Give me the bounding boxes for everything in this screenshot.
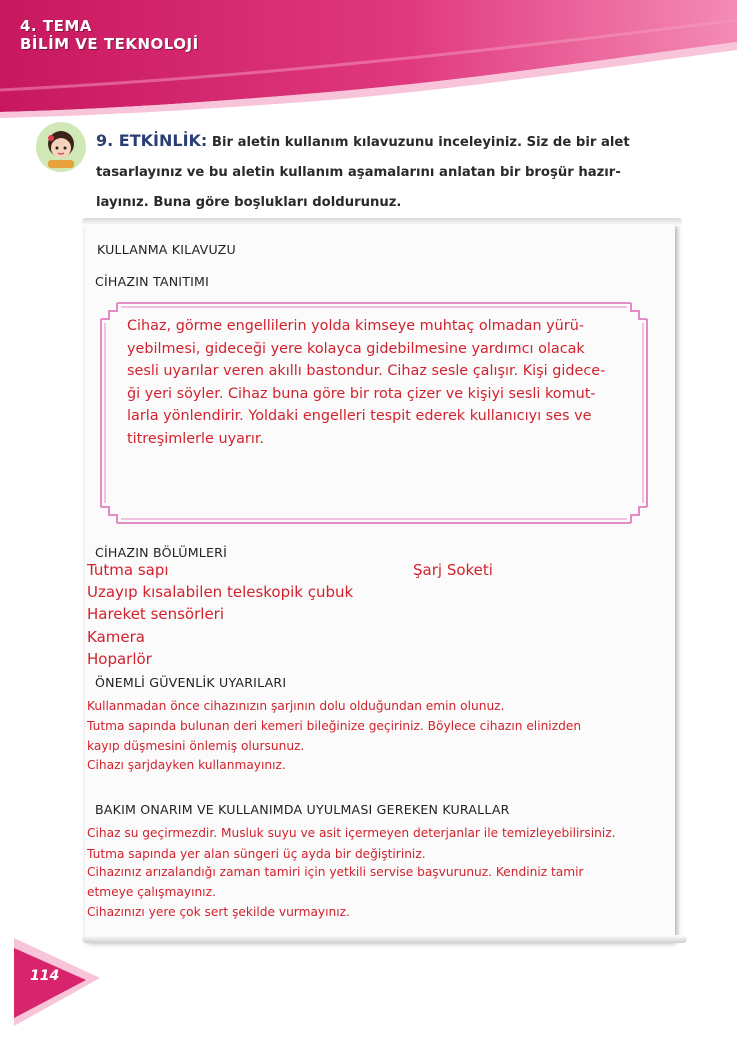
description-line: sesli uyarılar veren akıllı bastondur. Cihaz sesle çalışır. Kişi gidece- [127,363,606,380]
activity-label: 9. ETKİNLİK: [96,131,208,150]
maintenance-line: etmeye çalışmayınız. [87,885,216,899]
description-line: ği yeri söyler. Cihaz buna göre bir rota çizer ve kişiyi sesli komut- [127,385,596,402]
unit-title: BİLİM VE TEKNOLOJİ [20,35,199,53]
part-item: Hoparlör [87,650,152,668]
part-item: Uzayıp kısalabilen teleskopik çubuk [87,583,354,601]
paper-top-curl [82,218,682,226]
maintenance-line: Tutma sapında yer alan süngeri üç ayda bir değiştiriniz. [87,847,426,861]
maintenance-line: Cihazınız arızalandığı zaman tamiri için yetkili servise başvurunuz. Kendiniz tamir [87,865,584,879]
instruction-line-1: Bir aletin kullanım kılavuzunu inceleyiniz. Siz de bir alet [211,135,630,150]
activity-instruction [96,126,676,218]
maintenance-line: Cihaz su geçirmezdir. Musluk suyu ve asit içermeyen deterjanlar ile temizleyebilirsiniz. [87,826,616,840]
device-description [127,315,627,451]
student-avatar [34,120,88,174]
part-item: Hareket sensörleri [87,605,225,623]
maintenance-line: Cihazınızı yere çok sert şekilde vurmayınız. [87,905,350,919]
header-wave-graphic [0,0,737,120]
instruction-line-2: tasarlayınız ve bu aletin kullanım aşamalarını anlatan bir broşür hazır- [96,165,621,180]
page-number: 114 [30,968,60,984]
maintenance-heading: BAKIM ONARIM VE KULLANIMDA UYULMASI GEREKEN KURALLAR [95,802,510,817]
safety-line: kayıp düşmesini önlemiş olursunuz. [87,739,305,753]
part-item-right: Şarj Soketi [413,561,493,579]
unit-label: 4. TEMA [20,17,92,35]
safety-heading: ÖNEMLİ GÜVENLİK UYARILARI [95,675,287,690]
description-line: Cihaz, görme engellilerin yolda kimseye muhtaç olmadan yürü- [127,318,585,334]
parts-heading: CİHAZIN BÖLÜMLERİ [95,545,227,560]
safety-line: Tutma sapında bulunan deri kemeri bileğinize geçiriniz. Böylece cihazın elinizden [87,719,582,733]
unit-header-banner [0,0,737,120]
instruction-line-3: layınız. Buna göre boşlukları doldurunuz. [96,195,402,210]
description-line: titreşimlerle uyarır. [127,430,264,447]
safety-line: Kullanmadan önce cihazınızın şarjının dolu olduğundan emin olunuz. [87,699,505,713]
safety-line: Cihazı şarjdayken kullanmayınız. [87,758,286,772]
description-line: yebilmesi, gideceği yere kolayca gidebilmesine yardımcı olacak [127,340,585,357]
intro-heading: CİHAZIN TANITIMI [95,274,210,289]
paper-bottom-curl [82,935,687,943]
description-line: larla yönlendirir. Yoldaki engelleri tespit ederek kullanıcıyı ses ve [127,408,592,425]
manual-title: KULLANMA KILAVUZU [97,242,236,257]
part-item: Tutma sapı [87,561,169,579]
part-item: Kamera [87,628,145,646]
